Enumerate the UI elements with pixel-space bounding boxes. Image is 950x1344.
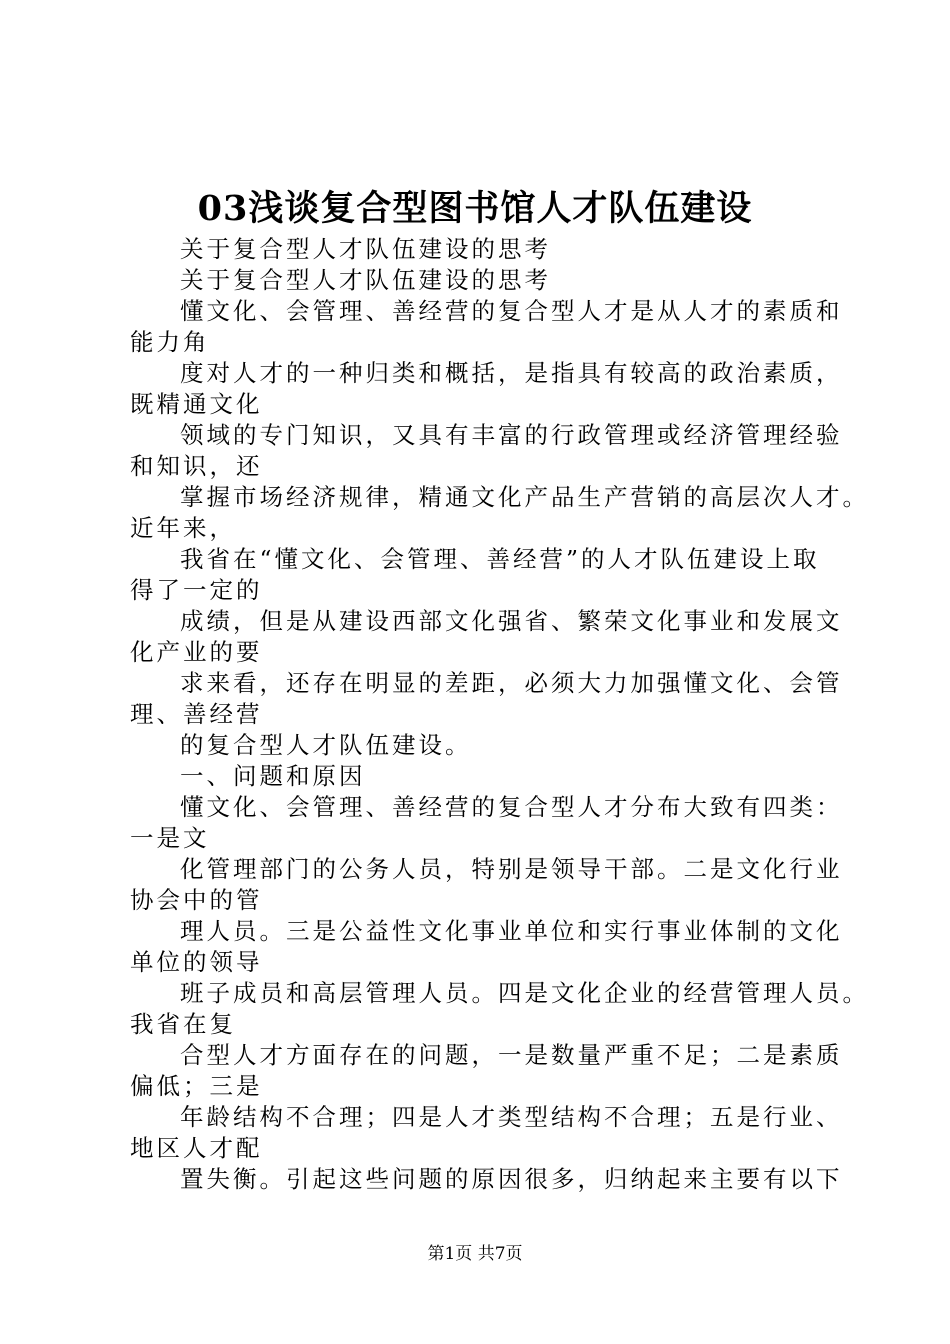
text-line: 懂文化、会管理、善经营的复合型人才是从人才的素质和 [180, 297, 843, 325]
text-line: 年龄结构不合理；四是人才类型结构不合理；五是行业、 [180, 1103, 843, 1131]
text-line: 一、问题和原因 [180, 762, 366, 790]
text-line: 我省在复 [130, 1010, 236, 1038]
document-title: 03浅谈复合型图书馆人才队伍建设 [197, 188, 753, 229]
text-line: 近年来， [130, 514, 236, 542]
text-line: 偏低；三是 [130, 1072, 263, 1100]
text-line: 求来看，还存在明显的差距，必须大力加强懂文化、会管 [180, 669, 843, 697]
text-line: 化管理部门的公务人员，特别是领导干部。二是文化行业 [180, 855, 843, 883]
text-line: 合型人才方面存在的问题，一是数量严重不足；二是素质 [180, 1041, 843, 1069]
text-line: 既精通文化 [130, 390, 263, 418]
text-line: 我省在“懂文化、会管理、善经营”的人才队伍建设上取 [180, 545, 820, 573]
page-footer: 第1页 共7页 [427, 1244, 523, 1264]
document-body [130, 234, 869, 1195]
text-line: 度对人才的一种归类和概括，是指具有较高的政治素质， [180, 359, 843, 387]
text-line: 班子成员和高层管理人员。四是文化企业的经营管理人员。 [180, 979, 869, 1007]
text-line: 单位的领导 [130, 948, 263, 976]
text-line: 的复合型人才队伍建设。 [180, 731, 472, 759]
text-line: 化产业的要 [130, 638, 263, 666]
text-line: 理、善经营 [130, 700, 263, 728]
text-line: 成绩，但是从建设西部文化强省、繁荣文化事业和发展文 [180, 607, 843, 635]
text-line: 一是文 [130, 824, 210, 852]
text-line: 掌握市场经济规律，精通文化产品生产营销的高层次人才。 [180, 483, 869, 511]
text-line: 能力角 [130, 328, 210, 356]
text-line: 得了一定的 [130, 576, 263, 604]
text-line: 理人员。三是公益性文化事业单位和实行事业体制的文化 [180, 917, 843, 945]
text-line: 关于复合型人才队伍建设的思考 [180, 235, 551, 263]
text-line: 地区人才配 [130, 1134, 263, 1162]
text-line: 关于复合型人才队伍建设的思考 [180, 266, 551, 294]
text-line: 协会中的管 [130, 886, 263, 914]
text-line: 懂文化、会管理、善经营的复合型人才分布大致有四类： [180, 793, 843, 821]
text-line: 领域的专门知识，又具有丰富的行政管理或经济管理经验 [180, 421, 843, 449]
text-line: 和知识，还 [130, 452, 263, 480]
text-line: 置失衡。引起这些问题的原因很多，归纳起来主要有以下 [180, 1165, 843, 1193]
